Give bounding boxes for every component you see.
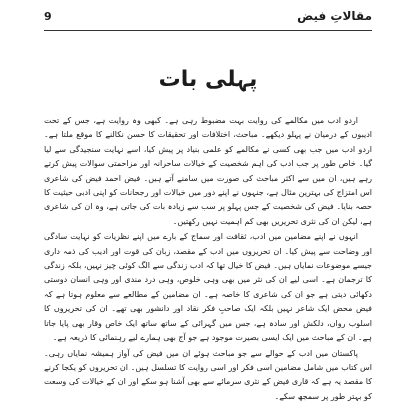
paragraph: انہوں نے اپنے مضامین میں ادب، ثقافت اور سماج کے بارے میں اپنے نظریات کو نہایت سادگی اور وضاحت سے پیش کیا۔ ان تحریروں میں ادب کے مقصد، زبان کی قوت اور ادیب کی ذمہ داری جیسے موضوعات نمایاں ہیں۔ فیض کا خیال تھا کہ ادب زندگی سے الگ کوئی چیز نہیں، بلکہ زندگی کا ترجمان ہے۔ اسی لیے ان کی نثر میں بھی وہی خلوص، وہی درد مندی اور وہی انسان دوستی دکھائی دیتی ہے جو ان کی شاعری کا خاصہ ہے۔ ان مضامین کے مطالعے سے معلوم ہوتا ہے کہ فیض محض ایک شاعر نہیں بلکہ ایک صاحبِ فکر نقاد اور دانشور بھی تھے۔ ان کی تحریروں کا اسلوب رواں، دلکش اور سادہ ہے، جس میں گہرائی کے ساتھ ساتھ ایک خاص وقار بھی پایا جاتا ہے۔ ان کے مباحث میں ایک ایسی بصیرت موجود ہے جو آج بھی ہمارے لیے رہنمائی کا ذریعہ ہے۔ (44, 232, 372, 343)
running-title: مقالاتِ فیض (297, 9, 372, 23)
paragraph: اردو ادب میں مکالمے کی روایت بہت مضبوط رہی ہے۔ کبھی وہ روایت ہے، جس کے تحت ادیبوں کے درمیان نے پہلو دیکھے۔ مباحث، اختلافات اور تحقیقات کا حسن نکالنے کا موقع ملتا ہے۔ اردو ادب میں جب بھی کسی نے مکالمے کو علمی بنیاد پر پیش کیا، اسے نہایت سنجیدگی سے لیا گیا۔ خاص طور پر جب ادب کی اہم شخصیت کے خیالات ساحرانہ اور مزاحمتی سوالات پیش کرتے رہے ہیں، ان میں سے اکثر مباحث کی صورت میں سامنے آتے ہیں۔ فیض احمد فیض کی شاعری اس امتزاج کی بہترین مثال ہے، جنہوں نے اپنے دور میں خیالات اور رجحانات کو اپنی ادبی حیثیت کا حصہ بنایا۔ فیض کی شخصیت کے جس پہلو پر سب سے زیادہ بات کی جاتی ہے، وہ ان کی شاعری ہے، لیکن ان کی نثری تحریریں بھی کم اہمیت نہیں رکھتیں۔ (44, 116, 372, 226)
paragraph: پاکستان میں ادب کے حوالے سے جو مباحث ہوئے ان میں فیض کی آواز ہمیشہ نمایاں رہی۔ اس کتاب میں شامل مضامین اسی فکر اور اسی روایت کا تسلسل ہیں۔ ان تحریروں کو یکجا کرنے کا مقصد یہ ہے کہ قاری فیض کے نثری سرمائے سے بھی آشنا ہو سکے اور ان کے خیالات کی وسعت کو بہتر طور پر سمجھ سکے۔ (44, 348, 372, 401)
page-number: 9 (44, 10, 52, 23)
chapter-title: پہلی بات (158, 67, 258, 92)
body-text (44, 114, 372, 404)
page-header (44, 6, 372, 31)
